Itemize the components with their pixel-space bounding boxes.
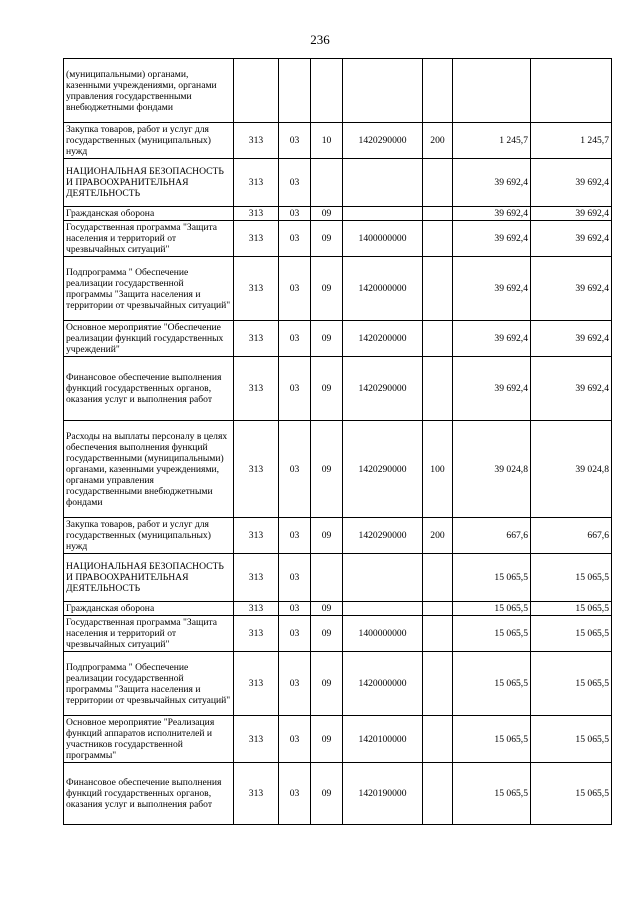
table-row xyxy=(64,321,612,357)
amount-cell: 39 692,4 xyxy=(453,257,531,321)
table-row xyxy=(64,763,612,825)
section-code-cell: 03 xyxy=(279,554,311,602)
subsection-code-cell: 09 xyxy=(311,602,343,616)
amount-cell: 667,6 xyxy=(453,518,531,554)
amount-cell-second: 15 065,5 xyxy=(531,652,612,716)
table-row xyxy=(64,518,612,554)
section-code-cell: 03 xyxy=(279,321,311,357)
target-article-cell: 1420290000 xyxy=(343,357,423,421)
expense-type-cell: 200 xyxy=(423,518,453,554)
row-name-cell: (муниципальными) органами, казенными учреждениями, органами управления государственными внебюджетными фондами xyxy=(64,59,234,123)
budget-table-body xyxy=(64,59,612,825)
row-name-cell: Государственная программа "Защита населения и территорий от чрезвычайных ситуаций" xyxy=(64,616,234,652)
subsection-code-cell: 09 xyxy=(311,716,343,763)
section-code-cell: 03 xyxy=(279,652,311,716)
amount-cell-second: 39 024,8 xyxy=(531,421,612,518)
budget-table xyxy=(63,58,612,825)
amount-cell: 15 065,5 xyxy=(453,602,531,616)
section-code-cell: 03 xyxy=(279,221,311,257)
table-row xyxy=(64,221,612,257)
row-name-cell: Гражданская оборона xyxy=(64,207,234,221)
ministry-code-cell: 313 xyxy=(234,716,279,763)
expense-type-cell: 100 xyxy=(423,421,453,518)
amount-cell: 39 692,4 xyxy=(453,221,531,257)
row-name-cell: Основное мероприятие "Обеспечение реализации функций государственных учреждений" xyxy=(64,321,234,357)
row-name-cell: Подпрограмма " Обеспечение реализации государственной программы "Защита населения и территории от чрезвычайных ситуаций" xyxy=(64,257,234,321)
section-code-cell: 03 xyxy=(279,207,311,221)
target-article-cell: 1420000000 xyxy=(343,257,423,321)
expense-type-cell xyxy=(423,652,453,716)
table-row xyxy=(64,257,612,321)
expense-type-cell xyxy=(423,321,453,357)
amount-cell-second: 15 065,5 xyxy=(531,602,612,616)
ministry-code-cell: 313 xyxy=(234,123,279,159)
amount-cell-second: 39 692,4 xyxy=(531,321,612,357)
target-article-cell: 1400000000 xyxy=(343,616,423,652)
subsection-code-cell: 09 xyxy=(311,207,343,221)
ministry-code-cell: 313 xyxy=(234,652,279,716)
section-code-cell: 03 xyxy=(279,616,311,652)
amount-cell: 39 692,4 xyxy=(453,159,531,207)
ministry-code-cell: 313 xyxy=(234,518,279,554)
ministry-code-cell: 313 xyxy=(234,357,279,421)
amount-cell-second: 15 065,5 xyxy=(531,716,612,763)
subsection-code-cell: 09 xyxy=(311,518,343,554)
target-article-cell xyxy=(343,602,423,616)
target-article-cell: 1420200000 xyxy=(343,321,423,357)
subsection-code-cell: 09 xyxy=(311,221,343,257)
row-name-cell: Финансовое обеспечение выполнения функций государственных органов, оказания услуг и выполнения работ xyxy=(64,357,234,421)
subsection-code-cell: 09 xyxy=(311,763,343,825)
target-article-cell: 1420100000 xyxy=(343,716,423,763)
ministry-code-cell: 313 xyxy=(234,554,279,602)
section-code-cell: 03 xyxy=(279,421,311,518)
row-name-cell: Финансовое обеспечение выполнения функций государственных органов, оказания услуг и выполнения работ xyxy=(64,763,234,825)
amount-cell-second: 667,6 xyxy=(531,518,612,554)
table-row xyxy=(64,616,612,652)
expense-type-cell xyxy=(423,59,453,123)
ministry-code-cell: 313 xyxy=(234,207,279,221)
expense-type-cell xyxy=(423,602,453,616)
subsection-code-cell: 09 xyxy=(311,257,343,321)
subsection-code-cell: 10 xyxy=(311,123,343,159)
row-name-cell: Расходы на выплаты персоналу в целях обеспечения выполнения функций государственными (муниципальными) органами, казенными учреждениями, органами управления государственными внебюджетными фондами xyxy=(64,421,234,518)
amount-cell-second: 39 692,4 xyxy=(531,207,612,221)
target-article-cell xyxy=(343,207,423,221)
amount-cell-second: 39 692,4 xyxy=(531,159,612,207)
expense-type-cell xyxy=(423,554,453,602)
ministry-code-cell: 313 xyxy=(234,602,279,616)
table-row xyxy=(64,421,612,518)
section-code-cell: 03 xyxy=(279,257,311,321)
expense-type-cell xyxy=(423,257,453,321)
row-name-cell: Закупка товаров, работ и услуг для государственных (муниципальных) нужд xyxy=(64,123,234,159)
target-article-cell: 1420000000 xyxy=(343,652,423,716)
row-name-cell: НАЦИОНАЛЬНАЯ БЕЗОПАСНОСТЬ И ПРАВООХРАНИТЕЛЬНАЯ ДЕЯТЕЛЬНОСТЬ xyxy=(64,159,234,207)
subsection-code-cell xyxy=(311,159,343,207)
target-article-cell: 1400000000 xyxy=(343,221,423,257)
subsection-code-cell xyxy=(311,554,343,602)
table-row xyxy=(64,59,612,123)
amount-cell: 15 065,5 xyxy=(453,716,531,763)
expense-type-cell: 200 xyxy=(423,123,453,159)
expense-type-cell xyxy=(423,616,453,652)
amount-cell-second xyxy=(531,59,612,123)
amount-cell: 15 065,5 xyxy=(453,616,531,652)
table-row xyxy=(64,652,612,716)
amount-cell: 15 065,5 xyxy=(453,554,531,602)
ministry-code-cell: 313 xyxy=(234,616,279,652)
amount-cell-second: 1 245,7 xyxy=(531,123,612,159)
amount-cell: 39 692,4 xyxy=(453,321,531,357)
table-row xyxy=(64,602,612,616)
amount-cell-second: 39 692,4 xyxy=(531,357,612,421)
row-name-cell: Основное мероприятие "Реализация функций аппаратов исполнителей и участников государственной программы" xyxy=(64,716,234,763)
subsection-code-cell: 09 xyxy=(311,321,343,357)
amount-cell-second: 15 065,5 xyxy=(531,763,612,825)
amount-cell-second: 15 065,5 xyxy=(531,554,612,602)
amount-cell-second: 39 692,4 xyxy=(531,257,612,321)
expense-type-cell xyxy=(423,221,453,257)
subsection-code-cell: 09 xyxy=(311,357,343,421)
amount-cell-second: 39 692,4 xyxy=(531,221,612,257)
section-code-cell: 03 xyxy=(279,357,311,421)
ministry-code-cell: 313 xyxy=(234,159,279,207)
row-name-cell: Закупка товаров, работ и услуг для государственных (муниципальных) нужд xyxy=(64,518,234,554)
amount-cell: 15 065,5 xyxy=(453,652,531,716)
table-row xyxy=(64,554,612,602)
expense-type-cell xyxy=(423,207,453,221)
expense-type-cell xyxy=(423,763,453,825)
amount-cell: 39 692,4 xyxy=(453,207,531,221)
amount-cell: 39 692,4 xyxy=(453,357,531,421)
target-article-cell xyxy=(343,159,423,207)
table-row xyxy=(64,123,612,159)
ministry-code-cell: 313 xyxy=(234,421,279,518)
expense-type-cell xyxy=(423,357,453,421)
amount-cell xyxy=(453,59,531,123)
subsection-code-cell: 09 xyxy=(311,616,343,652)
row-name-cell: НАЦИОНАЛЬНАЯ БЕЗОПАСНОСТЬ И ПРАВООХРАНИТЕЛЬНАЯ ДЕЯТЕЛЬНОСТЬ xyxy=(64,554,234,602)
subsection-code-cell: 09 xyxy=(311,421,343,518)
ministry-code-cell xyxy=(234,59,279,123)
table-row xyxy=(64,357,612,421)
ministry-code-cell: 313 xyxy=(234,763,279,825)
table-row xyxy=(64,159,612,207)
table-row xyxy=(64,207,612,221)
target-article-cell: 1420290000 xyxy=(343,518,423,554)
target-article-cell xyxy=(343,554,423,602)
target-article-cell xyxy=(343,59,423,123)
row-name-cell: Подпрограмма " Обеспечение реализации государственной программы "Защита населения и территории от чрезвычайных ситуаций" xyxy=(64,652,234,716)
amount-cell: 15 065,5 xyxy=(453,763,531,825)
subsection-code-cell xyxy=(311,59,343,123)
table-row xyxy=(64,716,612,763)
section-code-cell: 03 xyxy=(279,602,311,616)
row-name-cell: Гражданская оборона xyxy=(64,602,234,616)
target-article-cell: 1420190000 xyxy=(343,763,423,825)
ministry-code-cell: 313 xyxy=(234,321,279,357)
section-code-cell: 03 xyxy=(279,763,311,825)
section-code-cell: 03 xyxy=(279,159,311,207)
section-code-cell: 03 xyxy=(279,123,311,159)
amount-cell: 1 245,7 xyxy=(453,123,531,159)
ministry-code-cell: 313 xyxy=(234,221,279,257)
expense-type-cell xyxy=(423,159,453,207)
section-code-cell: 03 xyxy=(279,716,311,763)
expense-type-cell xyxy=(423,716,453,763)
subsection-code-cell: 09 xyxy=(311,652,343,716)
section-code-cell xyxy=(279,59,311,123)
amount-cell-second: 15 065,5 xyxy=(531,616,612,652)
section-code-cell: 03 xyxy=(279,518,311,554)
page-number: 236 xyxy=(310,32,330,47)
row-name-cell: Государственная программа "Защита населения и территорий от чрезвычайных ситуаций" xyxy=(64,221,234,257)
target-article-cell: 1420290000 xyxy=(343,421,423,518)
amount-cell: 39 024,8 xyxy=(453,421,531,518)
target-article-cell: 1420290000 xyxy=(343,123,423,159)
ministry-code-cell: 313 xyxy=(234,257,279,321)
